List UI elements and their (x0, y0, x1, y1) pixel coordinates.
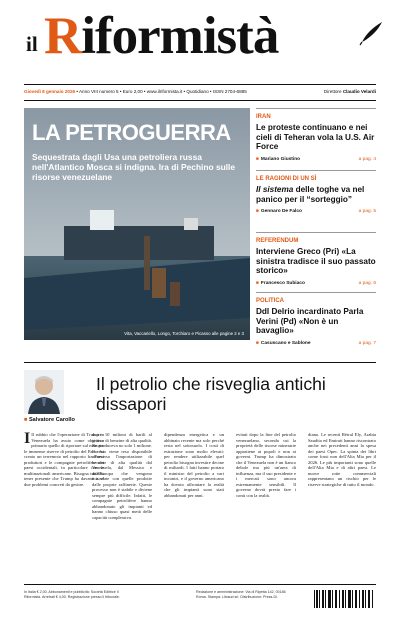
article-column: dipendenza energetica e un abbinato recente ma solo perché resta nel sottosuolo. I costi di estrazione sono molto elevati: per rendere utilizzabile quel petrolio bisogna investire decine di miliardi. I fatti hanno portato il ministro del petrolio a vari incontri, e il governo americano ha dovuto affrontare la realtà che gli impianti sono stati abbandonati per anni. (164, 432, 224, 498)
article-column: evitati dopo la fine del petrolio venezuelano, secondo cui la proprietà delle risorse minerarie appartiene ai popoli e non ai governi. Trump ha dimostrato che il Venezuela non è un fianco debole ma più un'area di influenza, ma il suo presidente e i mercati sono ancora estremamente sensibili. Il governo dovrà presto fare i conti con la realtà. (236, 432, 296, 498)
sidebar-headline: Interviene Greco (Pri) «La sinistra tradisce il suo passato storico» (256, 247, 376, 276)
hero-title: LA PETROGUERRA (32, 120, 231, 145)
sidebar (256, 108, 376, 346)
sidebar-kicker: POLITICA (256, 298, 284, 304)
sidebar-story-politica[interactable] (256, 292, 376, 346)
article-column: diano. Le recenti Rètral Ely, Arabia Saudita ed Emirati hanno riscontrato anche nei precedenti anni la spesa dei paesi Opec. La spinta dei libri come fossi non dell'Alta Mia per il 2026. Le più importanti sono quelle dell'Alta Mia e di altri paesi. Le nuove rotte commerciali rappresentano un rischio per le riserve strategiche di tutto il mondo. (308, 432, 376, 487)
page-ref: a pag. 4 (358, 156, 376, 162)
masthead-article: il (26, 32, 38, 56)
director-credit: Direttore Claudio Velardi (323, 89, 376, 94)
sidebar-byline: ■ Mariano Giustino a pag. 4 (256, 156, 376, 162)
hero-story[interactable] (24, 108, 250, 340)
footer-address: Redazione e amministrazione: Via di Ripetta 142, 00186 Roma. Stampa: Litosud srl. Distribuzione: Press-Di. (196, 590, 286, 599)
editorial-headline[interactable]: Il petrolio che risveglia antichi dissapori (96, 374, 326, 414)
sidebar-headline: Ddl Delrio incardinato Parla Verini (Pd) «Non è un bavaglio» (256, 307, 364, 336)
quill-icon (358, 20, 384, 46)
sidebar-kicker: IRAN (256, 114, 271, 120)
footer-legal: In Italia € 2,00. Abbonamenti e pubblicità: Società Editrice Il Riformista. Arretrati € 4,00. Registrazione presso il tribunale. (24, 590, 120, 599)
barcode-icon (312, 588, 376, 614)
sidebar-kicker: REFERENDUM (256, 238, 299, 244)
sidebar-headline: Le proteste continuano e nei cieli di Teheran vola la U.S. Air Force (256, 123, 375, 152)
issue-info: • Anno VIII numero 5 • Euro 2,00 • www.ilriformista.it • Quotidiano • ISSN 2704-6885 (76, 89, 247, 94)
sidebar-headline: Il sistema delle toghe va nel panico per il “sorteggio” (256, 185, 365, 204)
footer-rule (24, 584, 376, 585)
drop-cap: I (24, 430, 31, 447)
article-column: I Il rubbio che l'operazione di Trump in Venezuela ha avuto come obiettivo primario quello di riportare sul mercato le immense riserve di petrolio del Paese ha creato un terremoto nel rapporto fra Paesi produttori e le compagnie petrolifere dei paesi occidentali, in particolare con le multinazionali americane. Bisogna tuttavia tener presente che Trump ha davanti a sé due problemi concreti da gestire. (24, 430, 104, 487)
sidebar-story-ragioni[interactable] (256, 170, 376, 214)
sidebar-byline: ■ Casuscano e Sablone a pag. 7 (256, 340, 376, 346)
page-ref: a pag. 7 (358, 340, 376, 346)
sidebar-byline: ■ Francesco Subiaco a pag. 6 (256, 280, 376, 286)
issue-date: Giovedì 8 gennaio 2026 (24, 89, 76, 94)
masthead-rule (24, 84, 376, 85)
section-rule (24, 362, 376, 363)
editorial-author: ■ Salvatore Carollo (24, 417, 75, 423)
masthead (14, 6, 386, 66)
sidebar-kicker: LE RAGIONI DI UN SÌ (256, 176, 317, 182)
issue-info-bar (24, 86, 376, 98)
article-column: durre 10 milioni di barili al giorno di benzine di alta qualità. Ne produceva no solo 1 milione. Il resto viene reso disponibile attraverso l'importazione di benzine di alta qualità dal Venezuela, dal Messico e dall'Europa che vengono miscelate con quelle prodotte dalle proprie raffinerie. Queste processo non è stabile e diviene sempre più difficile. Infatti, le compagnie petrolifere hanno abbandonato gli impianti ed hanno chiuso quasi metà delle capacità complessiva. (92, 432, 152, 520)
sidebar-story-referendum[interactable] (256, 232, 376, 286)
page-ref: a pag. 5 (358, 209, 376, 215)
footer (24, 588, 376, 614)
hero-caption: Vita, Vaccariello, Longo, Torchiaro e Picasso alle pagine 2 e 3 (124, 331, 244, 336)
subline-rule (24, 100, 376, 101)
newspaper-logo: Riformistà (44, 7, 279, 65)
hero-subtitle: Sequestrata dagli Usa una petroliera russa nell'Atlantico Mosca si indigna. Ira di Pechino sulle risorse venezuelane (32, 152, 236, 182)
page-ref: a pag. 6 (358, 280, 376, 286)
author-photo (24, 370, 64, 414)
sidebar-byline: ■ Gennaro De Falco a pag. 5 (256, 209, 376, 215)
sidebar-story-iran[interactable] (256, 108, 376, 162)
